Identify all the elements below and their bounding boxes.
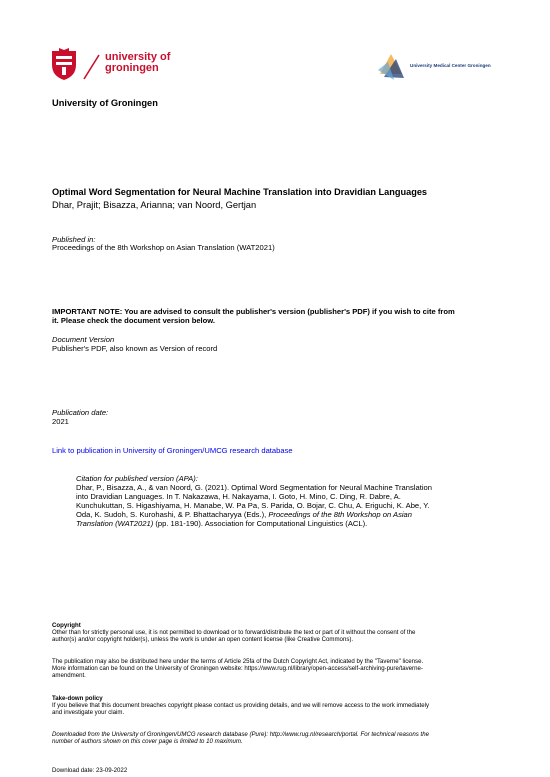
citation-line5 — [76, 519, 367, 528]
authors: Dhar, Prajit; Bisazza, Arianna; van Noord, Gertjan — [52, 200, 257, 210]
citation-label: Citation for published version (APA): — [76, 474, 198, 483]
citation-line4 — [76, 510, 412, 519]
copyright-line5: amendment. — [52, 672, 86, 679]
slash-icon — [81, 53, 101, 81]
document-version-label: Document Version — [52, 335, 115, 344]
citation-line5-italic: Translation (WAT2021) — [76, 519, 154, 528]
umcg-logo-text: University Medical Center Groningen — [410, 63, 491, 68]
published-in-value: Proceedings of the 8th Workshop on Asian Translation (WAT2021) — [52, 243, 275, 252]
published-in-label: Published in: — [52, 235, 96, 244]
umcg-logo — [376, 50, 516, 82]
rug-logo — [50, 47, 175, 87]
research-database-link[interactable]: Link to publication in University of Groningen/UMCG research database — [52, 446, 293, 455]
citation-line4-italic: Proceedings of the 8th Workshop on Asian — [268, 510, 413, 519]
citation-line4-plain: Oda, K. Sudoh, S. Kurohashi, & P. Bhattacharyya (Eds.), — [76, 510, 269, 519]
rug-logo-text — [105, 52, 170, 74]
rug-logo-line2: groningen — [105, 62, 159, 74]
copyright-line4: More information can be found on the University of Groningen website: https://www.rug.nl/library/open-access/self-archiving-pure/taverne- — [52, 665, 423, 672]
important-note-line1: IMPORTANT NOTE: You are advised to consult the publisher's version (publisher's PDF) if you wish to cite from — [52, 307, 455, 316]
publication-date-label: Publication date: — [52, 408, 109, 417]
citation-line2: into Dravidian Languages. In T. Nakazawa, H. Nakayama, I. Goto, H. Mino, C. Ding, R. Dabre, A. — [76, 492, 401, 501]
copyright-line3: The publication may also be distributed here under the terms of Article 25fa of the Dutch Copyright Act, indicated by the "Taverne" license. — [52, 658, 424, 665]
rug-logo-line1: university of — [105, 51, 171, 63]
umcg-emblem-icon — [376, 50, 406, 82]
takedown-heading: Take-down policy — [52, 695, 103, 702]
important-note-line2: it. Please check the document version below. — [52, 316, 216, 325]
takedown-line1: If you believe that this document breaches copyright please contact us providing details, and we will remove access to the work immediately — [52, 702, 429, 709]
rug-crest-icon — [50, 47, 78, 81]
download-date: Download date: 23-09-2022 — [52, 767, 128, 774]
citation-line1: Dhar, P., Bisazza, A., & van Noord, G. (2021). Optimal Word Segmentation for Neural Machine Translation — [76, 483, 432, 492]
institution-name: University of Groningen — [52, 98, 158, 108]
paper-title: Optimal Word Segmentation for Neural Machine Translation into Dravidian Languages — [52, 187, 428, 197]
copyright-heading: Copyright — [52, 622, 81, 629]
publication-date-value: 2021 — [52, 417, 69, 426]
copyright-line1: Other than for strictly personal use, it is not permitted to download or to forward/distribute the text or part of it without the consent of the — [52, 629, 416, 636]
citation-line5-plain: (pp. 181-190). Association for Computational Linguistics (ACL). — [153, 519, 368, 528]
copyright-line2: author(s) and/or copyright holder(s), unless the work is under an open content license (like Creative Commons). — [52, 636, 354, 643]
citation-line3: Kunchukuttan, S. Higashiyama, H. Manabe, W. Pa Pa, S. Parida, O. Bojar, C. Chu, A. Eriguchi, K. Abe, Y. — [76, 501, 430, 510]
download-note-line1: Downloaded from the University of Groningen/UMCG research database (Pure): http://www.rug.nl/research/portal. For technical reasons the — [52, 731, 429, 738]
document-version-value: Publisher's PDF, also known as Version of record — [52, 344, 218, 353]
takedown-line2: and investigate your claim. — [52, 709, 125, 716]
download-note-line2: number of authors shown on this cover page is limited to 10 maximum. — [52, 738, 243, 745]
